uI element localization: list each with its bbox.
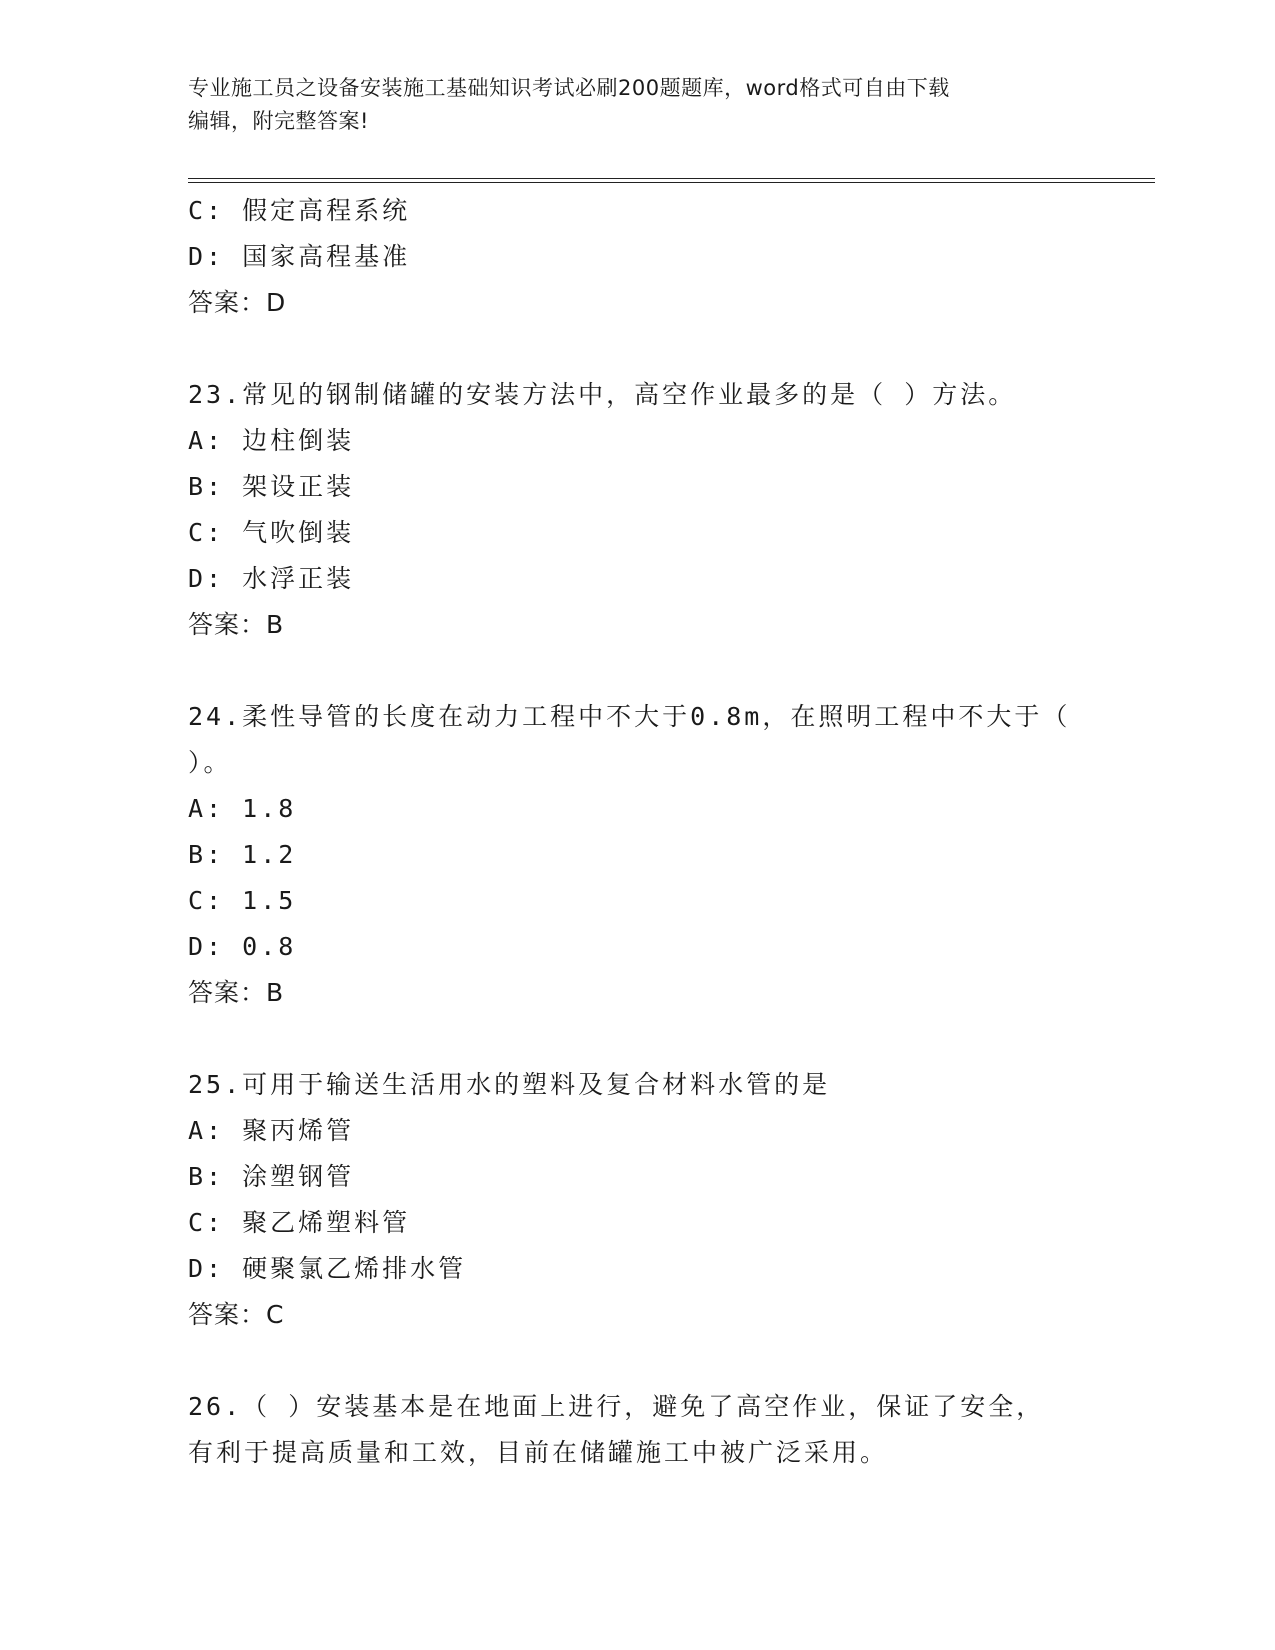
option-b: B: 架设正装 [188, 472, 355, 501]
option-b: B: 涂塑钢管 [188, 1162, 355, 1191]
option-a: A: 边柱倒装 [188, 426, 355, 455]
question-26 [188, 1384, 1088, 1476]
option-c: C: 1.5 [188, 886, 297, 915]
option-a: A: 聚丙烯管 [188, 1116, 355, 1145]
answer-line: 答案：B [188, 610, 285, 639]
answer-line: 答案：C [188, 1300, 285, 1329]
question-22-tail [188, 188, 1088, 326]
option-d: D: 国家高程基准 [188, 242, 411, 271]
question-24 [188, 694, 1088, 1016]
question-list [188, 188, 1088, 1476]
question-stem: 23.常见的钢制储罐的安装方法中，高空作业最多的是（ ）方法。 [188, 380, 1017, 409]
spacer [188, 326, 1088, 372]
document-header [188, 72, 1068, 138]
option-d: D: 水浮正装 [188, 564, 355, 593]
option-c: C: 假定高程系统 [188, 196, 411, 225]
option-d: D: 硬聚氯乙烯排水管 [188, 1254, 467, 1283]
option-a: A: 1.8 [188, 794, 297, 823]
question-stem-line-1: 24.柔性导管的长度在动力工程中不大于0.8m，在照明工程中不大于（ [188, 702, 1071, 731]
option-c: C: 聚乙烯塑料管 [188, 1208, 411, 1237]
question-stem: 25.可用于输送生活用水的塑料及复合材料水管的是 [188, 1070, 831, 1099]
header-title-line-1: 专业施工员之设备安装施工基础知识考试必刷200题题库，word格式可自由下载 [188, 76, 950, 100]
header-double-rule [188, 178, 1155, 183]
answer-line: 答案：B [188, 978, 285, 1007]
spacer [188, 1338, 1088, 1384]
option-c: C: 气吹倒装 [188, 518, 355, 547]
question-stem-line-1: 26.（ ）安装基本是在地面上进行，避免了高空作业，保证了安全， [188, 1392, 1045, 1421]
answer-line: 答案：D [188, 288, 287, 317]
question-stem-line-2: ）。 [188, 748, 232, 777]
spacer [188, 648, 1088, 694]
question-25 [188, 1062, 1088, 1338]
option-b: B: 1.2 [188, 840, 297, 869]
option-d: D: 0.8 [188, 932, 297, 961]
question-23 [188, 372, 1088, 648]
question-stem-line-2: 有利于提高质量和工效，目前在储罐施工中被广泛采用。 [188, 1438, 889, 1467]
spacer [188, 1016, 1088, 1062]
header-title-line-2: 编辑，附完整答案! [188, 109, 369, 133]
